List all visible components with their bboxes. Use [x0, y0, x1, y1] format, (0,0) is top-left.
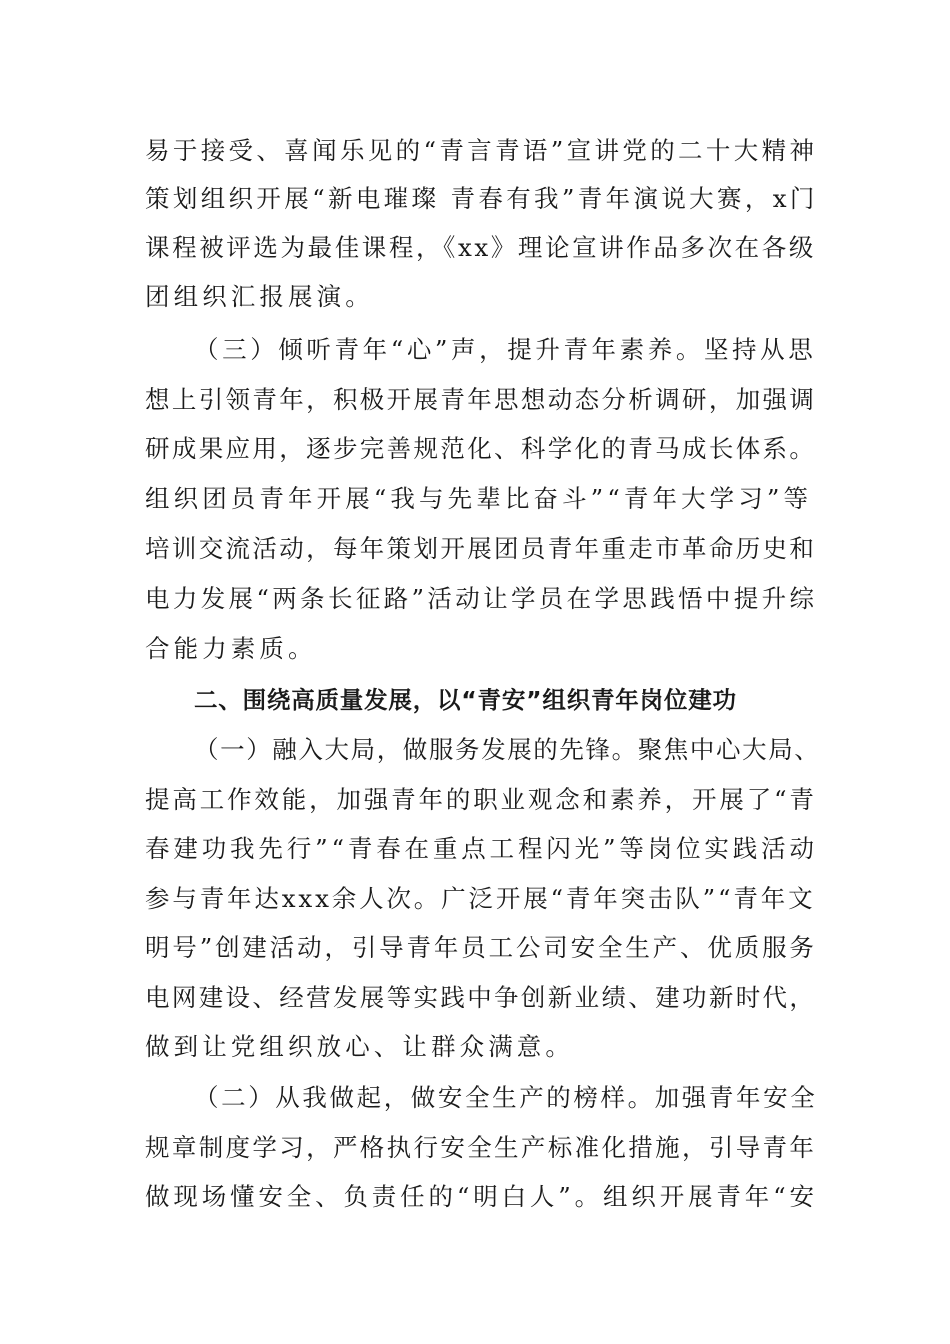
body-text-line: 研成果应用，逐步完善规范化、科学化的青马成长体系。: [145, 434, 817, 463]
subsection-one-line: （一）融入大局，做服务发展的先锋。聚焦中心大局、: [194, 735, 821, 764]
body-text-line: 电网建设、经营发展等实践中争创新业绩、建功新时代，: [145, 983, 817, 1012]
body-text-line: 提高工作效能，加强青年的职业观念和素养，开展了“青: [145, 785, 817, 814]
body-text-line: 易于接受、喜闻乐见的“青言青语”宣讲党的二十大精神: [145, 136, 818, 165]
body-text-line: 培训交流活动，每年策划开展团员青年重走市革命历史和: [145, 534, 817, 563]
body-text-line: 团组织汇报展演。: [145, 282, 374, 311]
body-text-line: 明号”创建活动，引导青年员工公司安全生产、优质服务: [145, 933, 817, 962]
body-text-line: 春建功我先行”“青春在重点工程闪光”等岗位实践活动: [145, 834, 818, 863]
subsection-two-line: （二）从我做起，做安全生产的榜样。加强青年安全: [194, 1083, 818, 1112]
body-text-line: 策划组织开展“新电璀璨 青春有我”青年演说大赛，x门: [145, 184, 818, 213]
body-text-line: 做现场懂安全、负责任的“明白人”。组织开展青年“安: [145, 1182, 818, 1211]
body-text-line: 做到让党组织放心、让群众满意。: [145, 1032, 574, 1061]
body-text-line: 电力发展“两条长征路”活动让学员在学思践悟中提升综: [145, 584, 818, 613]
body-text-line: 想上引领青年，积极开展青年思想动态分析调研，加强调: [145, 385, 817, 414]
section-two-heading: 二、围绕高质量发展，以“青安”组织青年岗位建功: [194, 686, 737, 714]
body-text-line: 合能力素质。: [145, 634, 317, 663]
body-text-line: 规章制度学习，严格执行安全生产标准化措施，引导青年: [145, 1133, 817, 1162]
body-text-line: 课程被评选为最佳课程，《xx》理论宣讲作品多次在各级: [145, 233, 816, 262]
body-text-line: 参与青年达xxx余人次。广泛开展“青年突击队”“青年文: [145, 884, 816, 913]
subsection-three-line: （三）倾听青年“心”声，提升青年素养。坚持从思: [194, 335, 817, 364]
body-text-line: 组织团员青年开展“我与先辈比奋斗”“青年大学习”等: [145, 484, 813, 513]
